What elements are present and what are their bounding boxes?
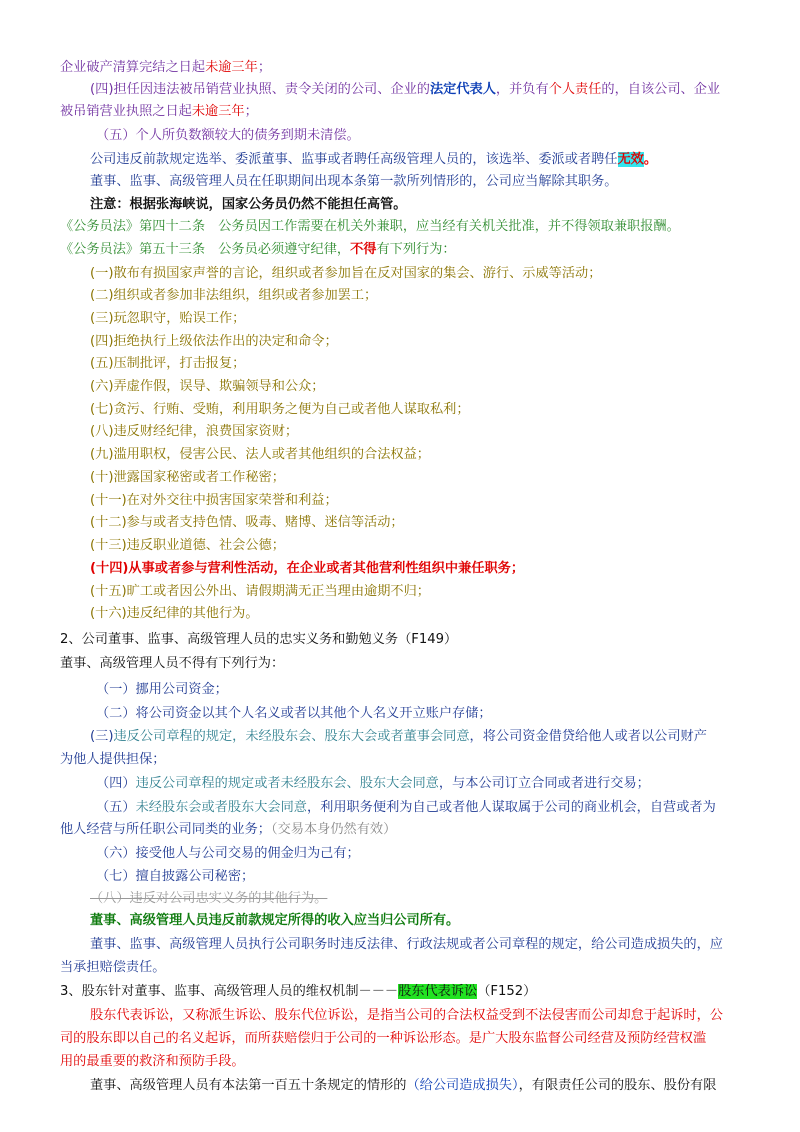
annotation: （给公司造成损失） [406, 1078, 519, 1093]
list-item [96, 774, 650, 794]
text-line: 用的最重要的救济和预防手段。 [60, 1054, 245, 1069]
list-item [96, 798, 716, 818]
list-item: (九)滥用职权，侵害公民、法人或者其他组织的合法权益； [90, 447, 430, 462]
text-line [60, 820, 396, 840]
text-line: 董事、监事、高级管理人员在任职期间出现本条第一款所列情形的，公司应当解除其职务。 [90, 174, 618, 189]
text-line [90, 1076, 716, 1096]
highlight-term: 未逾三年 [191, 104, 245, 119]
list-item: （一）挪用公司资金； [96, 682, 228, 697]
list-item: （二）将公司资金以其个人名义或者以其他个人名义开立账户存储； [96, 706, 492, 721]
text-span: （五） [96, 800, 136, 815]
list-item: （六）接受他人与公司交易的佣金归为己有； [96, 846, 360, 861]
text-line: 为他人提供担保； [60, 752, 166, 767]
section-heading [60, 982, 536, 1002]
list-item: (十四)从事或者参与营利性活动，在企业或者其他营利性组织中兼任职务； [90, 561, 525, 576]
list-item: (五)压制批评，打击报复； [90, 356, 246, 371]
text-span: ； [244, 104, 258, 119]
text-line [60, 102, 258, 122]
text-span: 的，自该公司、企业 [601, 82, 721, 97]
text-line: 司的股东即以自己的名义起诉，而所获赔偿归于公司的一种诉讼形态。是广大股东监督公司经营及预防经营权滥 [60, 1031, 707, 1046]
text-span: （F152） [477, 984, 537, 999]
annotation: （交易本身仍然有效） [271, 822, 397, 837]
text-line: 股东代表诉讼，又称派生诉讼、股东代位诉讼，是指当公司的合法权益受到不法侵害而公司却怠于起诉时，公 [90, 1008, 723, 1023]
list-item: (十)泄露国家秘密或者工作秘密； [90, 470, 285, 485]
highlight-term: 无效 [617, 152, 644, 167]
text-span: 3、股东针对董事、监事、高级管理人员的维权机制－－－ [60, 984, 399, 999]
text-line: 《公务员法》第四十二条 公务员因工作需要在机关外兼职，应当经有关机关批准，并不得领取兼职报酬。 [60, 219, 680, 234]
text-span: 。 [643, 152, 658, 167]
text-span: ，将公司资金借贷给他人或者以公司财产 [469, 729, 707, 744]
text-span: ，与本公司订立合同或者进行交易； [438, 776, 650, 791]
highlight-term: 未逾三年 [205, 60, 258, 75]
text-span: (三) [90, 729, 114, 744]
text-line [90, 80, 720, 100]
list-item: (十三)违反职业道德、社会公德； [90, 538, 285, 553]
text-span: 有下列行为： [376, 242, 456, 257]
highlight-term: 未经股东会或者股东大会同意 [135, 800, 307, 815]
list-item: (六)弄虚作假，误导、欺骗领导和公众； [90, 379, 325, 394]
text-span: 他人经营与所任职公司同类的业务； [60, 822, 271, 837]
list-item: (八)违反财经纪律，浪费国家资财； [90, 424, 299, 439]
text-line: 董事、高级管理人员违反前款规定所得的收入应当归公司所有。 [90, 913, 460, 928]
list-item: (一)散布有损国家声誉的言论，组织或者参加旨在反对国家的集会、游行、示威等活动； [90, 266, 602, 281]
text-line [90, 150, 657, 170]
text-span: （四） [96, 776, 136, 791]
text-line [60, 58, 271, 78]
highlight-term: 违反公司章程的规定或者未经股东会、股东大会同意 [135, 776, 439, 791]
note-line: 注意：根据张海峡说，国家公务员仍然不能担任高管。 [90, 197, 407, 212]
list-item [90, 727, 707, 747]
text-line: 董事、高级管理人员不得有下列行为： [60, 656, 285, 671]
list-item: (三)玩忽职守，贻误工作； [90, 311, 246, 326]
text-span: 被吊销营业执照之日起 [60, 104, 192, 119]
text-span: (四)担任因违法被吊销营业执照、责令关闭的公司、企业的 [90, 82, 430, 97]
text-span: ，利用职务便利为自己或者他人谋取属于公司的商业机会，自营或者为 [307, 800, 716, 815]
highlight-term: 个人责任 [548, 82, 602, 97]
highlight-term: 违反公司章程的规定，未经股东会、股东大会或者董事会同意 [113, 729, 470, 744]
struck-list-item: （八）违反对公司忠实义务的其他行为。 [90, 891, 328, 906]
list-item: (四)拒绝执行上级依法作出的决定和命令； [90, 334, 338, 349]
text-span: ，并负有 [495, 82, 549, 97]
list-item: (二)组织或者参加非法组织，组织或者参加罢工； [90, 288, 378, 303]
text-line: 当承担赔偿责任。 [60, 960, 166, 975]
list-item: （七）擅自披露公司秘密； [96, 869, 255, 884]
text-span: 《公务员法》第五十三条 公务员必须遵守纪律， [60, 242, 351, 257]
highlight-term: 不得 [350, 242, 377, 257]
text-span: ； [257, 60, 271, 75]
list-item: (十六)违反纪律的其他行为。 [90, 606, 259, 621]
section-heading: 2、公司董事、监事、高级管理人员的忠实义务和勤勉义务（F149） [60, 632, 458, 647]
text-line [60, 240, 456, 260]
text-line: （五）个人所负数额较大的债务到期未清偿。 [96, 128, 360, 143]
highlight-term: 法定代表人 [429, 82, 496, 97]
text-span: 公司违反前款规定选举、委派董事、监事或者聘任高级管理人员的，该选举、委派或者聘任 [90, 152, 618, 167]
text-span: ，有限责任公司的股东、股份有限 [518, 1078, 717, 1093]
text-span: 董事、高级管理人员有本法第一百五十条规定的情形的 [90, 1078, 407, 1093]
list-item: (十一)在对外交往中损害国家荣誉和利益； [90, 493, 338, 508]
list-item: (十五)旷工或者因公外出、请假期满无正当理由逾期不归； [90, 584, 430, 599]
list-item: (七)贪污、行贿、受贿，利用职务之便为自己或者他人谋取私利； [90, 402, 470, 417]
highlight-term: 股东代表诉讼 [398, 984, 478, 999]
list-item: (十二)参与或者支持色情、吸毒、赌博、迷信等活动； [90, 515, 404, 530]
text-span: 企业破产清算完结之日起 [60, 60, 206, 75]
text-line: 董事、监事、高级管理人员执行公司职务时违反法律、行政法规或者公司章程的规定，给公司造成损失的，应 [90, 937, 723, 952]
